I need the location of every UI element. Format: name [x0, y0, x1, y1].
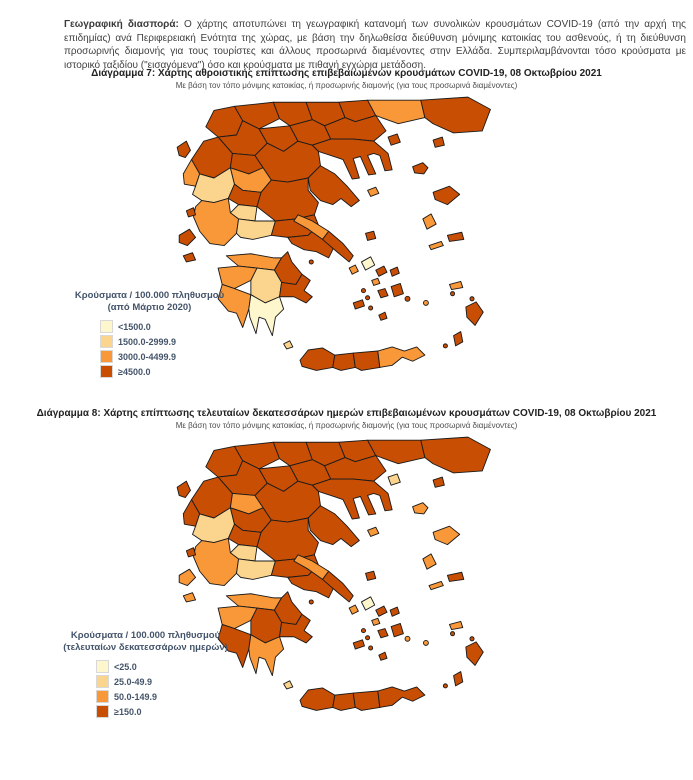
legend-label-1: <25.0 — [114, 661, 137, 672]
map-region-limnos — [413, 503, 428, 514]
map-region-fokida — [237, 219, 276, 239]
map-region-zakynthos — [183, 253, 195, 262]
map-region-crete-lasithi — [378, 687, 425, 707]
legend-title-line2: (από Μάρτιο 2020) — [107, 302, 192, 313]
legend-swatch-3 — [100, 350, 113, 363]
map-region-corfu — [177, 141, 190, 157]
map-region-kefalonia — [179, 569, 195, 585]
map-region-folegandros — [369, 646, 373, 650]
map-region-santorini — [379, 652, 387, 660]
legend-swatch-1 — [100, 320, 113, 333]
legend-swatch-2 — [100, 335, 113, 348]
map-region-skyros — [366, 571, 376, 580]
legend-row — [100, 350, 237, 363]
map-region-kefalonia — [179, 229, 195, 245]
map-region-kythira — [284, 681, 293, 689]
intro-body: Ο χάρτης αποτυπώνει τη γεωγραφική κατανομή των συνολικών κρουσμάτων COVID-19 (από την αρχή της επιδημίας) ανά Περιφερειακή Ενότητα της χώρας, με βάση την δηλωθείσα διεύθυνση μόνιμης κατοικίας του ασθενούς, ή τη διεύθυνση προσωρινής διαμονής για τους τουρίστες και άλλους προσωρινά διαμένοντες στην Ελλάδα. Συμπεριλαμβάνονται τόσο κρούσματα με ιστορικό ταξιδίου ("εισαγόμενα") όσο και κρούσματα με πιθανή εγχώρια μετάδοση. — [64, 19, 686, 71]
map-region-crete-chania — [300, 688, 335, 711]
map-region-mykonos — [390, 267, 399, 276]
map-region-serifos — [361, 289, 365, 293]
map-region-sifnos — [366, 636, 370, 640]
legend-label-2: 1500.0-2999.9 — [118, 336, 177, 347]
map-region-crete-heraklion — [353, 691, 380, 710]
map-region-thasos — [388, 134, 400, 145]
map-region-astypalea — [423, 300, 428, 305]
legend-label-3: 3000.0-4499.9 — [118, 351, 177, 362]
map-region-aegina — [309, 600, 313, 604]
map-region-syros — [372, 618, 380, 625]
map-region-kos — [449, 281, 462, 289]
figure-8-subtitle: Με βάση τον τόπο μόνιμης κατοικίας, ή προσωρινής διαμονής (για τους προσωρινά διαμένοντες) — [175, 421, 518, 430]
figure-8-legend — [58, 630, 233, 720]
map-region-samothraki — [433, 137, 444, 147]
legend-row — [96, 690, 233, 703]
map-region-crete-heraklion — [353, 351, 380, 370]
map-region-astypalea — [423, 640, 428, 645]
legend-row — [100, 335, 237, 348]
map-region-skyros — [366, 231, 376, 240]
legend-row — [96, 705, 233, 718]
map-region-crete-lasithi — [378, 347, 425, 367]
map-region-sifnos — [366, 296, 370, 300]
map-region-ikaria — [429, 581, 443, 589]
map-region-evros — [421, 437, 491, 473]
figure-8-legend-title — [58, 630, 233, 654]
legend-title-line2: (τελευταίων δεκατεσσάρων ημερών) — [63, 642, 228, 653]
intro-paragraph — [64, 18, 686, 72]
map-region-paros — [378, 289, 388, 298]
map-region-amorgos — [405, 296, 410, 301]
figure-7-title: Διάγραμμα 7: Χάρτης αθροιστικής επίπτωσης επιβεβαιωμένων κρουσμάτων COVID-19, 08 Οκτωβρίου 2021 — [91, 68, 602, 79]
map-region-kalymnos — [450, 292, 454, 296]
legend-label-1: <1500.0 — [118, 321, 151, 332]
figure-7-legend — [62, 290, 237, 380]
map-region-naxos — [391, 283, 403, 296]
map-region-chios — [423, 214, 436, 229]
legend-row — [96, 675, 233, 688]
figure-8-title: Διάγραμμα 8: Χάρτης επίπτωσης τελευταίων δεκατεσσάρων ημερών επιβεβαιωμένων κρουσμάτων COVID-19, 08 Οκτωβρίου 2021 — [36, 408, 657, 419]
legend-swatch-3 — [96, 690, 109, 703]
map-region-symi — [470, 637, 474, 641]
legend-label-4: ≥150.0 — [114, 706, 142, 717]
figure-7-legend-items — [62, 320, 237, 378]
map-region-crete-rethymno — [333, 353, 356, 370]
map-region-limnos — [413, 163, 428, 174]
legend-swatch-4 — [100, 365, 113, 378]
map-region-lefkada — [186, 208, 195, 217]
legend-row — [100, 320, 237, 333]
legend-title-line1: Κρούσματα / 100.000 πληθυσμού — [70, 630, 221, 641]
map-region-zakynthos — [183, 593, 195, 602]
map-region-aetolia — [194, 538, 239, 585]
legend-title-line1: Κρούσματα / 100.000 πληθυσμού — [74, 290, 225, 301]
legend-swatch-1 — [96, 660, 109, 673]
legend-label-2: 25.0-49.9 — [114, 676, 153, 687]
map-region-andros — [361, 257, 374, 270]
figure-8-map-area — [0, 430, 693, 760]
figure-7-legend-title — [62, 290, 237, 314]
map-region-aetolia — [194, 198, 239, 245]
map-region-kalymnos — [450, 632, 454, 636]
figure-diagram-7 — [0, 68, 693, 410]
map-region-kea — [349, 605, 358, 614]
map-region-kythira — [284, 341, 293, 349]
figure-7-map-area — [0, 90, 693, 402]
map-region-evros — [421, 97, 491, 133]
legend-row — [96, 660, 233, 673]
map-region-milos — [353, 640, 364, 649]
map-region-paros — [378, 629, 388, 638]
map-region-crete-chania — [300, 348, 335, 371]
map-region-corfu — [177, 481, 190, 497]
figure-7-subtitle: Με βάση τον τόπο μόνιμης κατοικίας, ή προσωρινής διαμονής (για τους προσωρινά διαμένοντες) — [175, 81, 518, 90]
legend-label-4: ≥4500.0 — [118, 366, 151, 377]
legend-swatch-4 — [96, 705, 109, 718]
map-region-tinos — [376, 266, 387, 276]
map-region-fokida — [237, 559, 276, 579]
map-region-sporades — [368, 187, 379, 196]
map-region-lesvos — [433, 526, 460, 544]
map-region-thasos — [388, 474, 400, 485]
map-region-kea — [349, 265, 358, 274]
map-region-andros — [361, 597, 374, 610]
intro-lead: Γεωγραφική διασπορά: — [64, 19, 179, 30]
map-region-kos — [449, 621, 462, 629]
map-region-karpathos — [454, 672, 463, 686]
map-region-kasos — [443, 684, 447, 688]
map-region-mykonos — [390, 607, 399, 616]
map-region-samos — [447, 232, 463, 241]
legend-swatch-2 — [96, 675, 109, 688]
map-region-rhodes — [466, 302, 483, 326]
map-region-aegina — [309, 260, 313, 264]
map-region-lefkada — [186, 548, 195, 557]
figure-diagram-8 — [0, 408, 693, 780]
map-region-chios — [423, 554, 436, 569]
map-region-ikaria — [429, 241, 443, 249]
map-region-kasos — [443, 344, 447, 348]
map-region-amorgos — [405, 636, 410, 641]
map-region-milos — [353, 300, 364, 309]
figure-8-legend-items — [58, 660, 233, 718]
map-region-tinos — [376, 606, 387, 616]
map-region-symi — [470, 297, 474, 301]
map-region-lesvos — [433, 186, 460, 204]
map-region-rhodes — [466, 642, 483, 666]
map-region-serifos — [361, 629, 365, 633]
map-region-karpathos — [454, 332, 463, 346]
map-region-samos — [447, 572, 463, 581]
legend-label-3: 50.0-149.9 — [114, 691, 158, 702]
map-region-syros — [372, 278, 380, 285]
map-region-sporades — [368, 527, 379, 536]
map-region-santorini — [379, 312, 387, 320]
map-region-naxos — [391, 623, 403, 636]
map-region-folegandros — [369, 306, 373, 310]
legend-row — [100, 365, 237, 378]
map-region-crete-rethymno — [333, 693, 356, 710]
map-region-samothraki — [433, 477, 444, 487]
